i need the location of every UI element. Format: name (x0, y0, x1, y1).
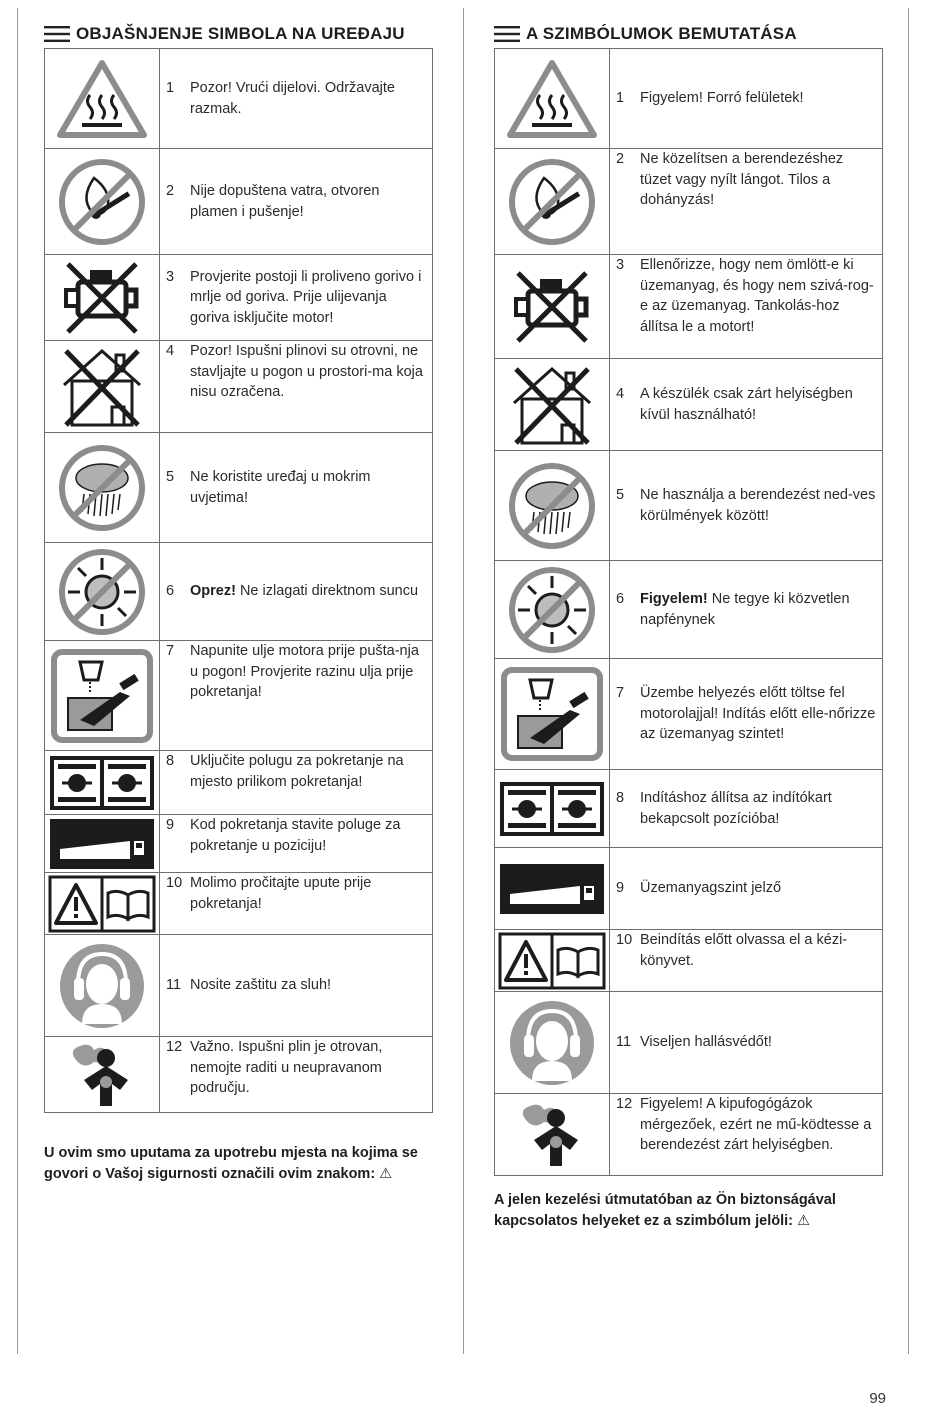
symbol-icon-cell (495, 149, 610, 255)
symbol-row (45, 255, 433, 341)
symbol-icon-cell (495, 992, 610, 1094)
symbol-description: Ellenőrizze, hogy nem ömlött-e ki üzemanyag, és hogy nem szivá-rog-e az üzemanyag. Tankolás-hoz állítsa le a motort! (640, 257, 874, 335)
fuel-level-icon (45, 819, 159, 869)
symbol-icon-cell (495, 49, 610, 149)
symbol-number: 12 (166, 1039, 183, 1055)
symbol-number: 3 (166, 268, 175, 285)
symbol-row (495, 1094, 883, 1176)
symbol-row (45, 49, 433, 149)
no-fire-icon (495, 156, 609, 248)
symbol-description: Ne koristite uređaj u mokrim uvjetima! (190, 469, 371, 506)
right-section-title (494, 20, 886, 48)
symbol-row (45, 935, 433, 1037)
symbol-description: Pozor! Vrući dijelovi. Održavajte razmak. (190, 80, 395, 117)
right-column (494, 20, 886, 1232)
symbol-text-cell (610, 359, 883, 451)
symbol-number: 2 (616, 151, 625, 167)
symbol-description-text: Ne izlagati direktnom suncu (235, 583, 419, 600)
right-safety-note: A jelen kezelési útmutatóban az Ön biztonságával kapcsolatos helyeket ez a szimbólum jelöli: ⚠ (494, 1192, 836, 1229)
symbol-row (495, 149, 883, 255)
symbol-description: Viseljen hallásvédőt! (640, 1034, 772, 1051)
symbol-description: Üzembe helyezés előtt töltse fel motorolajjal! Indítás előtt elle-nőrizze az üzemanyag szintet! (640, 685, 876, 743)
symbol-text-cell (610, 561, 883, 659)
symbol-text-cell (610, 770, 883, 848)
symbol-number: 1 (166, 80, 175, 96)
symbol-number: 8 (616, 790, 625, 806)
page-number: 99 (869, 1390, 886, 1407)
no-sun-icon (495, 564, 609, 656)
symbol-description: Ne használja a berendezést ned-ves körülmények között! (640, 487, 876, 524)
house-crossed-icon (495, 363, 609, 447)
symbol-row (495, 255, 883, 359)
symbol-number: 3 (616, 257, 625, 273)
symbol-row (495, 49, 883, 149)
symbol-number: 11 (616, 1034, 632, 1051)
symbol-description: Beindítás előtt olvassa el a kézi-könyvet. (640, 932, 848, 969)
engine-crossed-icon (495, 265, 609, 349)
symbol-text-cell (160, 641, 433, 751)
symbol-icon-cell (45, 815, 160, 873)
symbol-icon-cell (45, 1037, 160, 1113)
symbol-text-cell (160, 751, 433, 815)
symbol-warning-word: Oprez! (190, 583, 236, 600)
symbol-number: 2 (166, 183, 175, 199)
symbol-icon-cell (45, 433, 160, 543)
switch-on-icon (45, 756, 159, 810)
left-section-title (44, 20, 434, 48)
hot-surface-icon (495, 57, 609, 141)
symbol-icon-cell (45, 873, 160, 935)
symbol-description: Nije dopuštena vatra, otvoren plamen i pušenje! (190, 183, 380, 220)
house-crossed-icon (45, 345, 159, 429)
symbol-number: 10 (166, 875, 183, 891)
symbol-row (45, 641, 433, 751)
symbol-row (495, 848, 883, 930)
symbol-text-cell (160, 543, 433, 641)
symbol-text-cell (610, 451, 883, 561)
symbol-row (45, 149, 433, 255)
symbol-number: 1 (616, 90, 625, 107)
symbol-icon-cell (495, 255, 610, 359)
no-sun-icon (45, 546, 159, 638)
symbol-description: Figyelem! A kipufogógázok mérgezőek, ezért ne mű-ködtesse a berendezést zárt helyiségben. (640, 1096, 872, 1153)
symbol-icon-cell (45, 751, 160, 815)
symbol-number: 5 (166, 469, 175, 485)
symbol-text-cell (610, 255, 883, 359)
symbol-description: Važno. Ispušni plin je otrovan, nemojte raditi u neupravanom području. (190, 1039, 383, 1096)
hot-surface-icon (45, 57, 159, 141)
symbol-icon-cell (495, 770, 610, 848)
no-rain-icon (45, 442, 159, 534)
symbol-row (495, 659, 883, 770)
toxic-gas-icon (495, 1100, 609, 1170)
symbol-icon-cell (45, 935, 160, 1037)
symbol-number: 5 (616, 487, 625, 503)
symbol-icon-cell (45, 49, 160, 149)
left-margin-rule (17, 8, 18, 1354)
fuel-level-icon (495, 864, 609, 914)
symbol-number: 8 (166, 753, 175, 769)
symbol-icon-cell (495, 561, 610, 659)
symbol-row (495, 451, 883, 561)
symbol-number: 4 (616, 386, 625, 402)
ear-protection-icon (45, 940, 159, 1032)
left-title-text: OBJAŠNJENJE SIMBOLA NA UREĐAJU (76, 24, 405, 43)
symbol-text-cell (160, 815, 433, 873)
symbol-row (45, 433, 433, 543)
symbol-text-cell (610, 49, 883, 149)
symbol-description: Pozor! Ispušni plinovi su otrovni, ne stavljajte u pogon u prostori-ma koja nisu ozračena. (190, 343, 423, 400)
symbol-description: Provjerite postoji li proliveno gorivo i mrlje od goriva. Prije ulijevanja goriva isključite motor! (190, 268, 422, 326)
symbol-icon-cell (495, 359, 610, 451)
symbol-text-cell (160, 873, 433, 935)
symbol-text-cell (160, 433, 433, 543)
left-column (44, 20, 434, 1185)
symbol-description: A készülék csak zárt helyiségben kívül használható! (640, 386, 853, 423)
left-symbol-table (44, 48, 433, 1113)
symbol-description: Molimo pročitajte upute prije pokretanja! (190, 875, 372, 912)
symbol-number: 9 (166, 817, 175, 833)
symbol-number: 7 (166, 643, 175, 659)
menu-lines-icon (44, 26, 70, 42)
read-manual-icon (495, 932, 609, 990)
symbol-description-text: Ne tegye ki közvetlen napfénynek (640, 591, 850, 628)
symbol-text-cell (610, 848, 883, 930)
symbol-text-cell (160, 341, 433, 433)
center-divider-rule (463, 8, 464, 1354)
symbol-number: 6 (166, 583, 175, 600)
symbol-text-cell (160, 935, 433, 1037)
symbol-text-cell (160, 1037, 433, 1113)
engine-crossed-icon (45, 256, 159, 340)
symbol-row (495, 930, 883, 992)
no-fire-icon (45, 156, 159, 248)
symbol-row (45, 815, 433, 873)
symbol-description: Kod pokretanja stavite poluge za pokretanje u poziciju! (190, 817, 401, 854)
symbol-number: 11 (166, 977, 182, 994)
right-title-text: A SZIMBÓLUMOK BEMUTATÁSA (526, 24, 797, 43)
symbol-icon-cell (45, 255, 160, 341)
symbol-number: 10 (616, 932, 633, 948)
symbol-description (190, 581, 428, 602)
symbol-row (45, 751, 433, 815)
oil-fill-icon (45, 648, 159, 744)
symbol-row (45, 873, 433, 935)
symbol-description: Napunite ulje motora prije pušta-nja u pogon! Provjerite razinu ulja prije pokretanja! (190, 643, 419, 700)
symbol-row (495, 561, 883, 659)
symbol-warning-word: Figyelem! (640, 591, 708, 607)
symbol-number: 6 (616, 591, 625, 607)
symbol-number: 9 (616, 880, 625, 897)
right-symbol-table (494, 48, 883, 1176)
symbol-text-cell (160, 255, 433, 341)
menu-lines-icon (494, 26, 520, 42)
symbol-description: Ne közelítsen a berendezéshez tüzet vagy nyílt lángot. Tilos a dohányzás! (640, 151, 844, 208)
symbol-icon-cell (495, 451, 610, 561)
read-manual-icon (45, 875, 159, 933)
symbol-row (495, 359, 883, 451)
symbol-row (495, 770, 883, 848)
symbol-text-cell (160, 149, 433, 255)
symbol-row (495, 992, 883, 1094)
symbol-text-cell (610, 659, 883, 770)
symbol-text-cell (610, 149, 883, 255)
symbol-text-cell (160, 49, 433, 149)
symbol-row (45, 543, 433, 641)
symbol-number: 7 (616, 685, 625, 702)
toxic-gas-icon (45, 1040, 159, 1110)
left-safety-note: U ovim smo uputama za upotrebu mjesta na kojima se govori o Vašoj sigurnosti označili ovim znakom: ⚠ (44, 1145, 418, 1182)
symbol-icon-cell (495, 848, 610, 930)
switch-on-icon (495, 782, 609, 836)
symbol-icon-cell (495, 1094, 610, 1176)
symbol-description (640, 589, 878, 630)
symbol-icon-cell (495, 659, 610, 770)
symbol-icon-cell (45, 149, 160, 255)
symbol-row (45, 341, 433, 433)
symbol-icon-cell (45, 543, 160, 641)
symbol-icon-cell (45, 341, 160, 433)
symbol-text-cell (610, 992, 883, 1094)
symbol-text-cell (610, 1094, 883, 1176)
no-rain-icon (495, 460, 609, 552)
ear-protection-icon (495, 997, 609, 1089)
symbol-description: Figyelem! Forró felületek! (640, 90, 804, 107)
oil-fill-icon (495, 666, 609, 762)
symbol-icon-cell (45, 641, 160, 751)
symbol-number: 4 (166, 343, 175, 359)
symbol-description: Uključite polugu za pokretanje na mjesto prilikom pokretanja! (190, 753, 404, 790)
symbol-text-cell (610, 930, 883, 992)
symbol-description: Nosite zaštitu za sluh! (190, 977, 332, 994)
symbol-description: Indításhoz állítsa az indítókart bekapcsolt pozícióba! (640, 790, 832, 827)
right-margin-rule (908, 8, 909, 1354)
symbol-icon-cell (495, 930, 610, 992)
symbol-description: Üzemanyagszint jelző (640, 880, 782, 897)
symbol-row (45, 1037, 433, 1113)
symbol-number: 12 (616, 1096, 633, 1112)
